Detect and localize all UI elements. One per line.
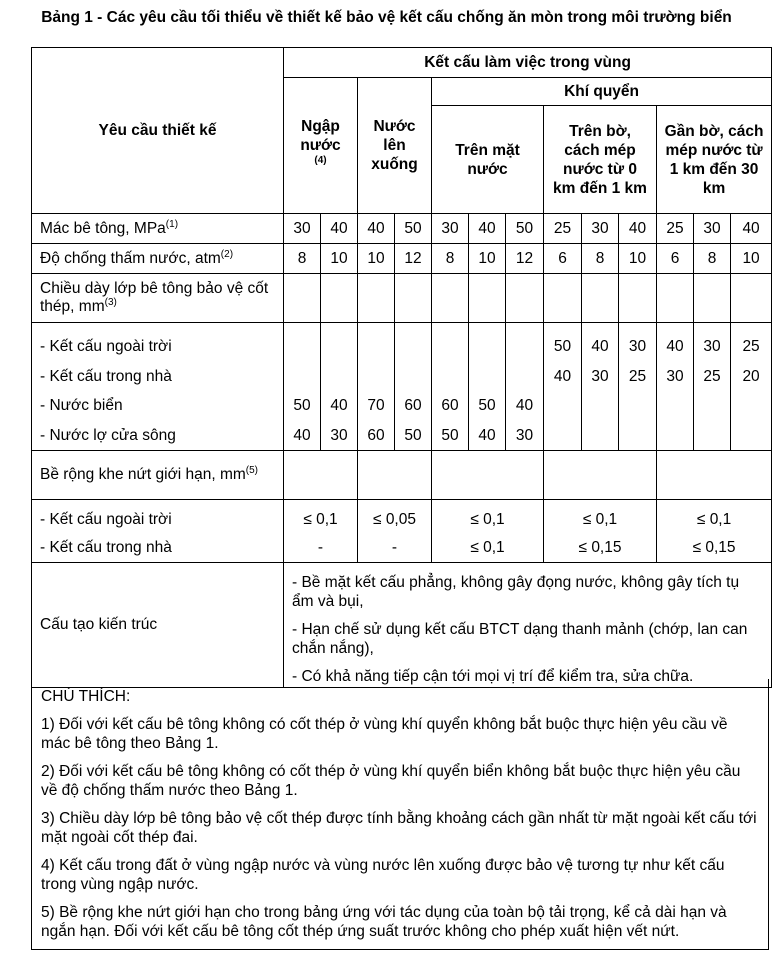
table-cell: 8 [284,244,321,274]
table-cell: 50 [506,214,544,244]
table-cell: 12 [506,244,544,274]
crack-value: - [317,539,324,556]
cover-value [469,332,505,362]
cover-value: 40 [478,426,496,444]
crack-sub-labels [32,500,284,563]
table-cell: 30 [284,214,321,244]
table-cell: 10 [619,244,657,274]
table-cell [284,500,358,563]
table-cell [432,500,544,563]
cover-value [582,421,618,451]
table-cell [544,500,657,563]
row-label: Bề rộng khe nứt giới hạn, $mm^{(5)}$ [32,451,284,500]
row-concrete-grade [32,214,772,244]
cover-value [544,421,581,451]
crack-value: ≤ 0,1 [470,539,505,556]
table-cell: 30 [432,214,469,244]
table-cell: 10 [469,244,506,274]
cover-value: 50 [478,397,496,414]
crack-value: ≤ 0,15 [692,539,736,556]
table-cell [694,323,731,451]
table-cell: 40 [358,214,395,244]
table-cell [657,323,694,451]
table-cell [432,323,469,451]
table-cell [469,323,506,451]
cover-value: 30 [628,338,647,355]
cover-value: 60 [404,397,422,414]
sub-label: - Kết cấu ngoài trời [40,511,172,528]
cover-value [395,362,431,392]
table-cell: 12 [395,244,432,274]
table-cell: 40 [321,214,358,244]
cover-value [544,391,581,421]
sub-label: - Kết cấu ngoài trời [40,338,172,355]
sub-label: - Kết cấu trong nhà [40,367,172,385]
row-label: Cấu tạo kiến trúc [32,563,284,688]
cover-value: 25 [742,338,760,355]
cover-value [506,332,543,362]
notes-section [31,679,769,950]
row-crack-heading [32,451,772,500]
header-design-requirement: Yêu cầu thiết kế [32,48,284,214]
note-item: 1) Đối với kết cấu bê tông không có cốt thép ở vùng khí quyển không bắt buộc thực hiện yêu cầu về mác bê tông theo Bảng 1. [41,716,728,752]
crack-value: ≤ 0,05 [373,511,416,528]
architecture-item: - Bề mặt kết cấu phẳng, không gây đọng nước, không gây tích tụ ẩm và bụi, [292,574,740,610]
cover-value [694,391,730,421]
table-cell [321,323,358,451]
cover-value: 70 [367,397,385,414]
cover-value: 20 [742,367,760,385]
cover-value [321,332,357,362]
cover-value: 30 [591,367,609,385]
cover-value [619,421,656,451]
cover-value: 60 [367,426,385,444]
cover-value: 30 [330,426,348,444]
crack-value: ≤ 0,1 [470,511,505,528]
cover-value: 40 [553,367,572,385]
table-cell: 10 [731,244,772,274]
table-cell: 40 [619,214,657,244]
table-cell: 30 [582,214,619,244]
cover-value: 40 [330,397,348,414]
cover-value: 50 [404,426,422,444]
cover-value [731,391,771,421]
crack-value: ≤ 0,1 [303,511,338,528]
cover-value [358,332,394,362]
cover-value: 40 [666,338,684,355]
table-cell: 30 [694,214,731,244]
cover-value: 25 [703,367,721,385]
header-zone: Kết cấu làm việc trong vùng [284,48,772,78]
architecture-items [284,563,772,688]
row-cover-values [32,323,772,451]
row-label: Mác bê tông, MPa$^{(1)}$ [32,214,284,244]
crack-value: ≤ 0,1 [582,511,618,528]
header-nearshore-1-30km: Gần bờ, cách mép nước từ 1 km đến 30 km [657,106,772,214]
cover-value: 60 [441,397,459,414]
table-cell: 6 [657,244,694,274]
note-item: 5) Bề rộng khe nứt giới hạn cho trong bảng ứng với tác dụng của toàn bộ tải trọng, kể cả dài hạn và ngắn hạn. Đối với kết cấu bê tông cốt thép ứng suất trước không cho phép xuất hiện vết nứt. [41,904,727,940]
cover-value [694,421,730,451]
cover-value [432,362,468,392]
table-cell: 10 [358,244,395,274]
cover-value [619,391,656,421]
cover-value [506,362,543,392]
cover-value [469,362,505,392]
table-cell [506,323,544,451]
cover-value [358,362,394,392]
cover-value: 30 [515,426,534,444]
cover-value [657,391,693,421]
row-crack-values [32,500,772,563]
note-item: 4) Kết cấu trong đất ở vùng ngập nước và vùng nước lên xuống được bảo vệ tương tự như kết cấu trong vùng ngập nước. [41,857,725,893]
cover-value [582,391,618,421]
cover-value [432,332,468,362]
crack-value: ≤ 0,1 [696,511,732,528]
cover-value [284,332,320,362]
notes-heading: CHÚ THÍCH: [41,688,131,705]
table-cell: 8 [582,244,619,274]
table-cell: 50 [395,214,432,244]
cover-value [395,332,431,362]
cover-sub-labels [32,323,284,451]
architecture-item: - Hạn chế sử dụng kết cấu BTCT dạng thanh mảnh (chớp, lan can chắn nắng), [292,621,748,657]
table-cell [284,323,321,451]
table-cell [358,500,432,563]
table-cell [619,323,657,451]
row-label: Độ chống thấm nước, atm$^{(2)}$ [32,244,284,274]
cover-value: 30 [666,367,684,385]
header-onshore-0-1km: Trên bờ, cách mép nước từ 0 km đến 1 km [544,106,657,214]
header-atmosphere: Khí quyển [432,78,772,106]
cover-value: 50 [293,397,311,414]
table-cell [582,323,619,451]
row-label: Chiều dày lớp bê tông bảo vệ cốt thép, $mm^{(3)}$ [32,274,284,323]
table-cell [544,323,582,451]
table-cell [657,500,772,563]
table-cell [358,323,395,451]
row-cover-heading [32,274,772,323]
sub-label: - Nước biển [40,397,123,414]
sub-label: - Kết cấu trong nhà [40,539,172,556]
note-item: 3) Chiều dày lớp bê tông bảo vệ cốt thép được tính bằng khoảng cách gần nhất từ mặt ngoài kết cấu tới mặt ngoài cốt thép đai. [41,810,757,846]
table-cell: 10 [321,244,358,274]
crack-value: ≤ 0,15 [578,539,622,556]
row-water-resistance [32,244,772,274]
table-cell [395,323,432,451]
header-submerged: Ngập nước$^{(4)}$ [284,78,358,214]
cover-value [321,362,357,392]
cover-value [731,421,771,451]
note-item: 2) Đối với kết cấu bê tông không có cốt thép ở vùng khí quyển biển không bắt buộc thực hiện yêu cầu về độ chống thấm nước theo Bảng 1. [41,763,741,799]
row-architecture [32,563,772,688]
crack-value: - [391,539,398,556]
architecture-item: - Có khả năng tiếp cận tới mọi vị trí để kiểm tra, sửa chữa. [292,668,694,685]
table-cell: 8 [694,244,731,274]
cover-value: 50 [441,426,459,444]
table-title: Bảng 1 - Các yêu cầu tối thiểu về thiết kế bảo vệ kết cấu chống ăn mòn trong môi trường biển [41,9,732,26]
requirements-table [31,47,772,688]
requirements-table-wrapper [31,47,771,688]
cover-value: 30 [703,338,721,355]
table-cell: 25 [657,214,694,244]
cover-value [657,421,693,451]
table-cell: 40 [731,214,772,244]
table-cell [731,323,772,451]
cover-value: 40 [591,338,609,355]
table-cell: 8 [432,244,469,274]
cover-value [284,362,320,392]
header-above-water: Trên mặt nước [432,106,544,214]
cover-value: 50 [553,338,572,355]
sub-label: - Nước lợ cửa sông [40,426,176,444]
table-cell: 6 [544,244,582,274]
table-cell: 25 [544,214,582,244]
table-cell: 40 [469,214,506,244]
cover-value: 25 [628,367,647,385]
header-tidal: Nước lên xuống [358,78,432,214]
cover-value: 40 [515,397,534,414]
cover-value: 40 [293,426,311,444]
